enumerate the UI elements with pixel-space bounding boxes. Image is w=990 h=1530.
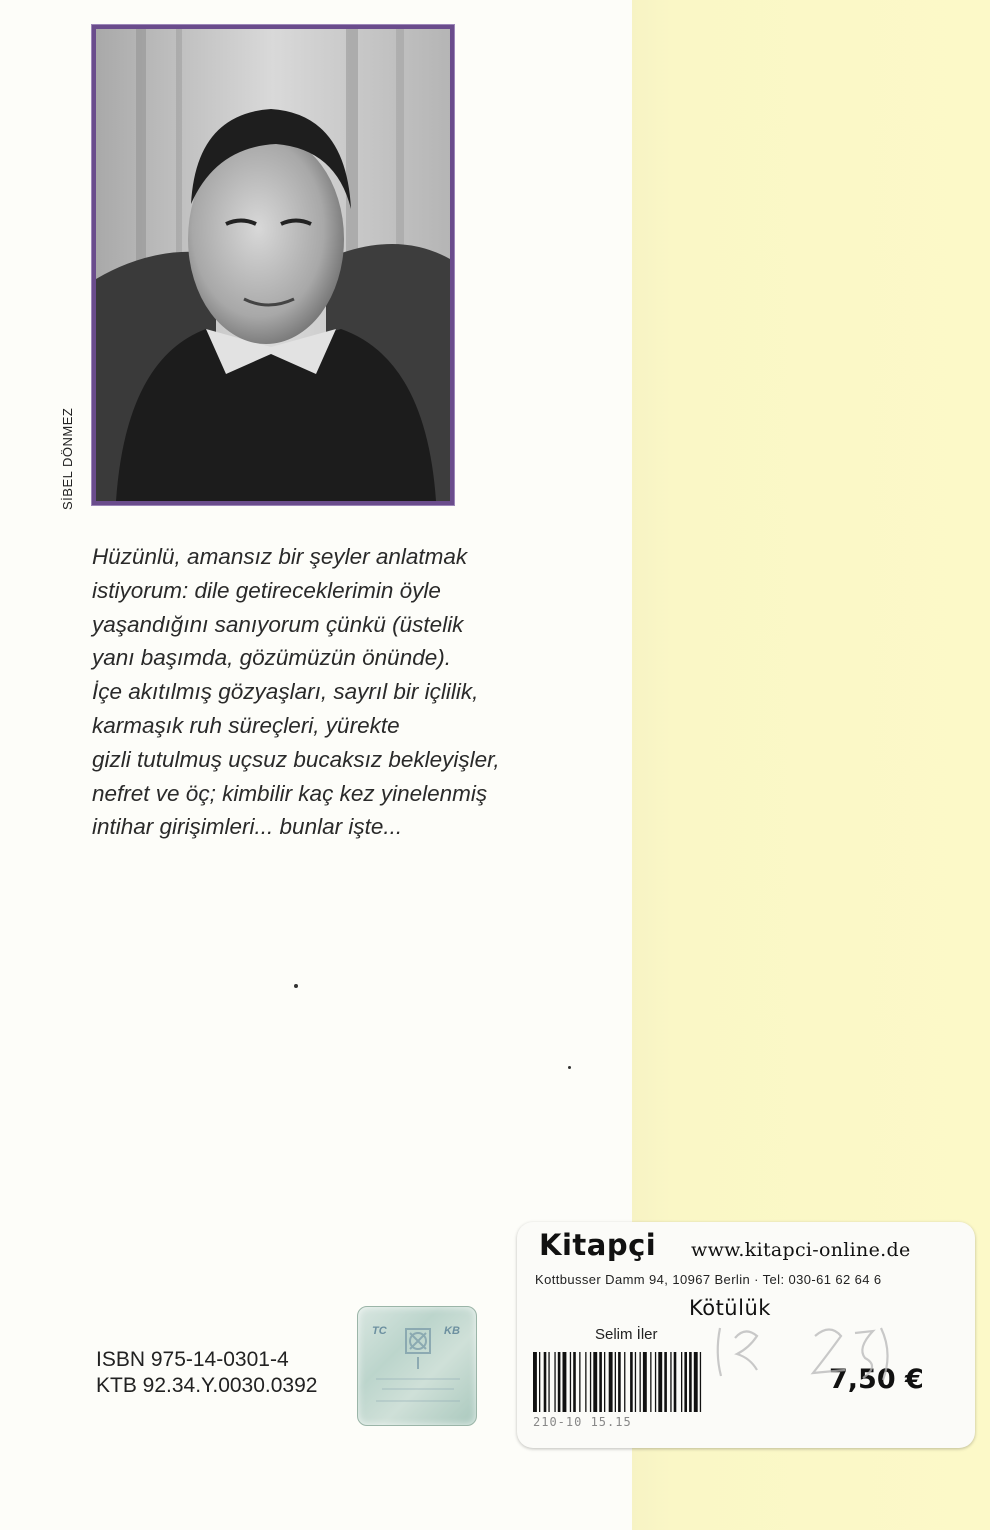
barcode-bar	[573, 1352, 576, 1412]
barcode	[533, 1352, 781, 1412]
hologram-left-text: TC	[372, 1325, 387, 1337]
barcode-bar	[664, 1352, 667, 1412]
photo-credit: SİBEL DÖNMEZ	[60, 407, 75, 510]
store-website: www.kitapci-online.de	[691, 1239, 911, 1261]
barcode-bar	[684, 1352, 687, 1412]
barcode-bar	[579, 1352, 580, 1412]
blurb-line: yaşandığını sanıyorum çünkü (üstelik	[92, 611, 464, 637]
ktb-number: KTB 92.34.Y.0030.0392	[96, 1374, 318, 1397]
barcode-bar	[689, 1352, 692, 1412]
book-author: Selim İler	[595, 1326, 658, 1343]
barcode-bar	[593, 1352, 597, 1412]
barcode-bar	[615, 1352, 616, 1412]
barcode-bar	[585, 1352, 586, 1412]
barcode-bar	[681, 1352, 682, 1412]
barcode-bar	[674, 1352, 677, 1412]
barcode-bar	[655, 1352, 656, 1412]
barcode-bar	[630, 1352, 633, 1412]
barcode-bar	[640, 1352, 641, 1412]
blurb-line: nefret ve öç; kimbilir kaç kez yinelenmiş	[92, 780, 488, 806]
blurb-line: istiyorum: dile getireceklerimin öyle	[92, 577, 441, 603]
barcode-bar	[548, 1352, 549, 1412]
print-speck	[294, 984, 298, 988]
blurb-line: yanı başımda, gözümüzün önünde).	[92, 645, 451, 671]
barcode-bar	[670, 1352, 671, 1412]
isbn-block	[96, 1347, 317, 1399]
barcode-bar	[539, 1352, 540, 1412]
author-photo	[96, 29, 450, 501]
knot-emblem-icon	[358, 1307, 478, 1427]
barcode-bar	[554, 1352, 555, 1412]
barcode-number: 210-10 15.15	[533, 1415, 632, 1429]
barcode-bar	[700, 1352, 701, 1412]
blurb-line: intihar girişimleri... bunlar işte...	[92, 814, 403, 840]
blurb-line: Hüzünlü, amansız bir şeyler anlatmak	[92, 544, 468, 569]
barcode-bar	[563, 1352, 567, 1412]
barcode-bar	[544, 1352, 547, 1412]
blurb-line: İçe akıtılmış gözyaşları, sayrıl bir içlilik,	[92, 679, 479, 705]
store-address: Kottbusser Damm 94, 10967 Berlin · Tel: 030-61 62 64 6	[535, 1272, 882, 1287]
book-title: Kötülük	[689, 1296, 771, 1320]
barcode-bar	[609, 1352, 613, 1412]
blurb-line: gizli tutulmuş uçsuz bucaksız bekleyişler,	[92, 746, 500, 772]
barcode-bar	[643, 1352, 647, 1412]
author-photo-frame	[92, 25, 454, 505]
barcode-bar	[618, 1352, 621, 1412]
hologram-right-text: KB	[444, 1325, 460, 1337]
price-sticker	[517, 1222, 975, 1448]
barcode-bar	[624, 1352, 625, 1412]
barcode-bar	[570, 1352, 571, 1412]
barcode-bar	[635, 1352, 636, 1412]
blurb-line: karmaşık ruh süreçleri, yürekte	[92, 712, 400, 738]
back-cover-blurb	[92, 540, 612, 844]
barcode-bar	[590, 1352, 591, 1412]
print-speck	[568, 1066, 571, 1069]
barcode-bar	[694, 1352, 698, 1412]
barcode-bar	[658, 1352, 662, 1412]
barcode-bar	[599, 1352, 602, 1412]
barcode-bar	[533, 1352, 537, 1412]
barcode-bar	[558, 1352, 561, 1412]
isbn-number: ISBN 975-14-0301-4	[96, 1348, 289, 1371]
price-label: 7,50 €	[829, 1364, 924, 1395]
store-brand: Kitapçi	[539, 1228, 657, 1262]
barcode-bar	[604, 1352, 605, 1412]
hologram-seal	[357, 1306, 477, 1426]
barcode-bar	[650, 1352, 651, 1412]
